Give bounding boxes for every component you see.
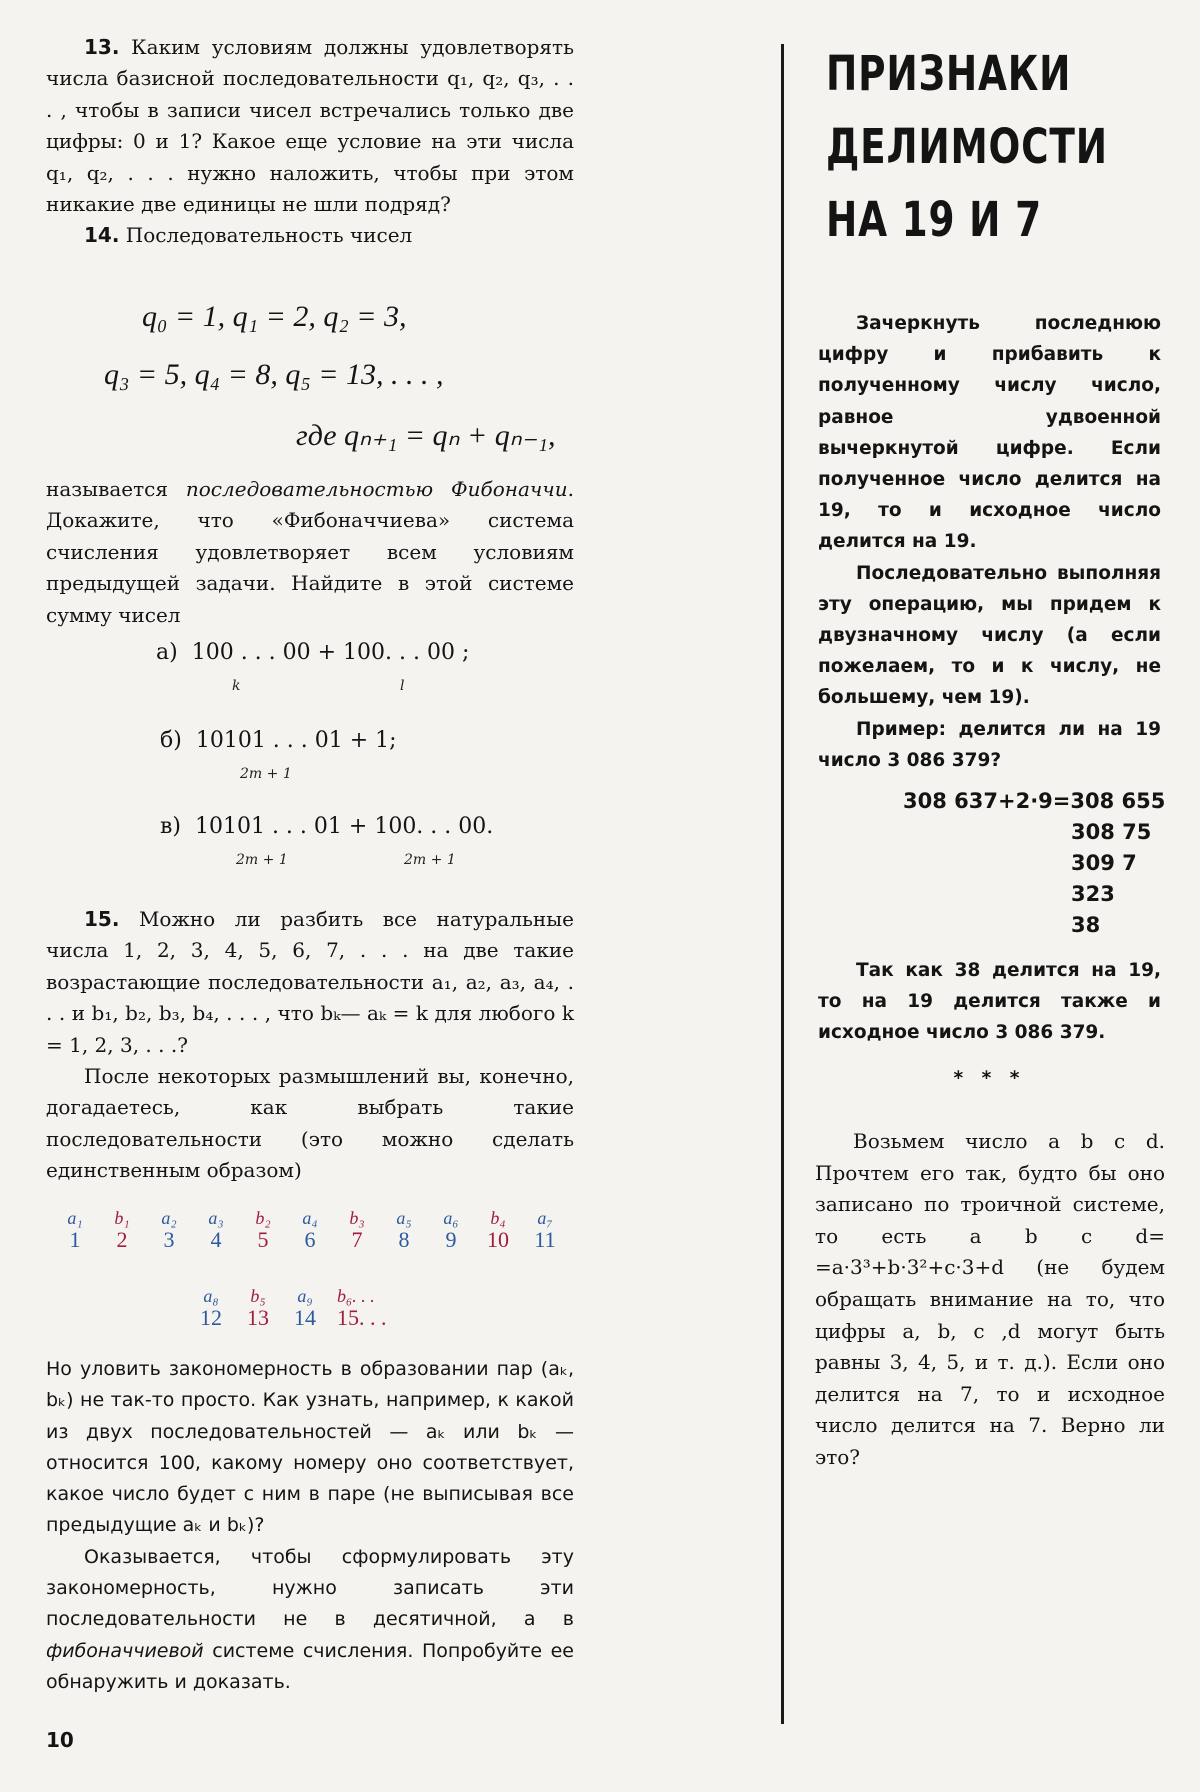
problem-14-intro: 14. Последовательность чисел [84,223,413,248]
sidebar-para-1: Зачеркнуть последнюю цифру и прибавить к полученному числу число, равное удвоенной вычеркнутой цифре. Если полученное число делится на 19, то и исходное число делится на 19. [818,313,1161,553]
seq-cell: a₄ 6 [302,1208,318,1252]
sequence-row-1 [60,1208,580,1258]
fibonacci-recurrence: где qₙ₊₁ = qₙ + qₙ₋₁, [296,419,556,452]
fibonacci-formula-2: q₃ = 5, q₄ = 8, q₅ = 13, . . . , [104,358,444,391]
ternary-section [815,1126,1165,1474]
problem-13: 13. Каким условиям должны удовлетворять числа базисной последовательности q₁, q₂, q₃, . . . , чтобы в записи чисел встречались только две цифры: 0 и 1? Какое еще условие на эти числа q₁, q₂, . . . нужно наложить, чтобы при этом никакие две единицы не шли подряд? [46,35,574,217]
brace-label-l: l [400,678,405,694]
seq-cell: b₂ 5 [255,1208,271,1252]
fibonacci-formula-1: q₀ = 1, q₁ = 2, q₂ = 3, [142,300,407,333]
problem-15-para3: Но уловить закономерность в образовании пар (aₖ, bₖ) не так-то просто. Как узнать, например, к какой из двух последовательностей — aₖ или bₖ — относится 100, какому номеру оно соответствует, какое число будет с ним в паре (не выписывая все предыдущие aₖ и bₖ)? [46,1358,574,1537]
page-number: 10 [46,1728,74,1752]
seq-cell: a₈ 12 [200,1286,222,1330]
section-separator: * * * [953,1067,1026,1089]
problem-13-text: Каким условиям должны удовлетворять числа базисной последовательности q₁, q₂, q₃, . . . , чтобы в записи чисел встречались только две цифры: 0 и 1? Какое еще условие на эти числа q₁, q₂, . . . нужно наложить, чтобы при этом никакие две единицы не шли подряд? [46,35,574,217]
calculation-steps: 308 637+2·9=308 655 308 75 309 7 323 38 [903,789,1166,938]
sidebar-para-2: Последовательно выполняя эту операцию, мы придем к двузначному числу (а если пожелаем, то и к числу, не большему, чем 19). [818,562,1161,709]
problem-15-text: Можно ли разбить все натуральные числа 1, 2, 3, 4, 5, 6, 7, . . . на две такие возрастающие последовательности a₁, a₂, a₃, a₄, . . . и b₁, b₂, b₃, b₄, . . . , что bₖ— aₖ = k для любого k = 1, 2, 3, . . .? [46,907,574,1057]
problem-15-para2: После некоторых размышлений вы, конечно, догадаетесь, как выбрать такие последовательности (это можно сделать единственным образом) [46,1064,574,1183]
seq-cell: a₂ 3 [161,1208,177,1252]
brace-label-2m1: 2m + 1 [240,766,292,782]
ternary-para: Возьмем число a b c d. Прочтем его так, будто бы оно записано по троичной системе, то есть a b c d= =a·3³+b·3²+c·3+d (не будем обращать внимание на то, что цифры a, b, c ,d могут быть равны 3, 4, 5, и т. д.). Если оно делится на 7, то и исходное число делится на 7. Верно ли это? [815,1129,1165,1469]
sidebar-example: Пример: делится ли на 19 число 3 086 379? [818,718,1161,771]
seq-cell: a₉ 14 [294,1286,316,1330]
seq-cell: b₆. . . 15. . . [337,1286,387,1330]
sidebar-title: ПРИЗНАКИ ДЕЛИМОСТИ НА 19 И 7 [826,46,1108,248]
sidebar-body [818,308,1166,1112]
seq-cell: a₇ 11 [534,1208,556,1252]
problem-15: 15. Можно ли разбить все натуральные числа 1, 2, 3, 4, 5, 6, 7, . . . на две такие возрастающие последовательности a₁, a₂, a₃, a₄, . . . и b₁, b₂, b₃, b₄, . . . , что bₖ— aₖ = k для любого k = 1, 2, 3, . . .? После некоторых размышлений вы, конечно, догадаетесь, как выбрать такие последовательности (это можно сделать единственным образом) [46,904,574,1187]
seq-cell: a₁ 1 [67,1208,83,1252]
sum-item-a: а) 100 . . . 00 + 100. . . 00 ; [156,640,470,665]
left-column [46,32,574,252]
problem-15-continued [46,1354,574,1698]
seq-cell: b₄ 10 [487,1208,509,1252]
seq-cell: a₃ 4 [208,1208,224,1252]
brace-label-k: k [232,678,241,694]
column-divider [781,44,784,1724]
problem-14-body: называется последовательностью Фибоначчи. Докажите, что «Фибоначчиева» система счисления удовлетворяет всем условиям предыдущей задачи. Найдите в этой системе сумму чисел [46,477,574,627]
brace-label-2m1-second: 2m + 1 [404,852,456,868]
fibonacci-term: последовательностью Фибоначчи [185,477,568,501]
sum-item-b: б) 10101 . . . 01 + 1; [160,728,397,753]
sequence-row-2 [196,1286,456,1336]
seq-cell: a₆ 9 [443,1208,459,1252]
seq-cell: b₁ 2 [114,1208,130,1252]
sidebar-conclusion: Так как 38 делится на 19, то на 19 делится также и исходное число 3 086 379. [818,960,1161,1044]
problem-15-para4: Оказывается, чтобы сформулировать эту закономерность, нужно записать эти последовательности не в десятичной, а в фибоначчиевой системе счисления. Попробуйте ее обнаружить и доказать. [46,1545,574,1693]
sum-item-v: в) 10101 . . . 01 + 100. . . 00. [160,814,494,839]
seq-cell: b₃ 7 [349,1208,365,1252]
brace-label-2m1-first: 2m + 1 [236,852,288,868]
seq-cell: a₅ 8 [396,1208,412,1252]
seq-cell: b₅ 13 [247,1286,269,1330]
